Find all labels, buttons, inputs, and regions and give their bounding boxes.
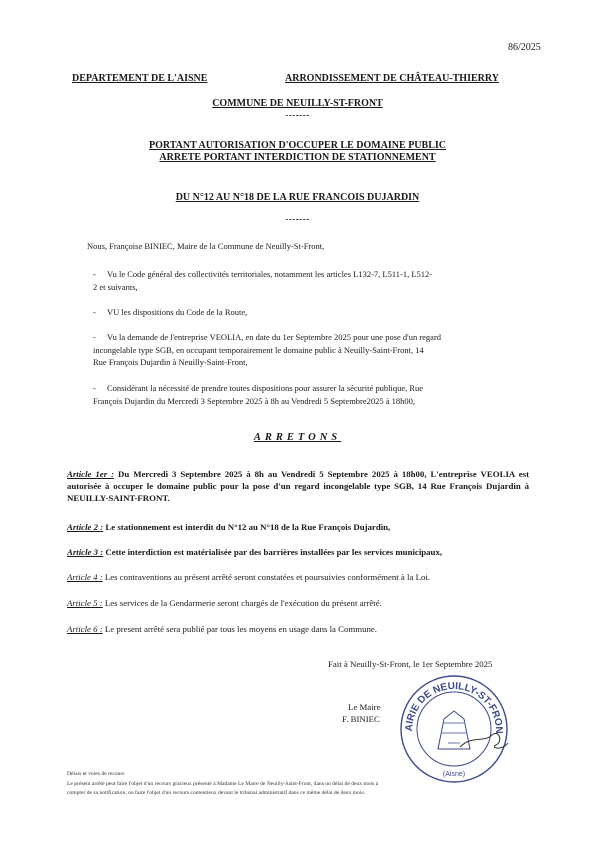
article-5 — [67, 597, 529, 609]
considerant-1 — [93, 268, 527, 293]
article-label: Article 2 : — [67, 522, 104, 532]
date-place: Fait à Neuilly-St-Front, le 1er Septembre 2025 — [328, 659, 493, 669]
considerant-line: Rue François Dujardin à Neuilly-Saint-Front, — [93, 357, 248, 367]
article-label: Article 6 : — [67, 624, 103, 634]
commune-header: COMMUNE DE NEUILLY-ST-FRONT — [212, 98, 383, 109]
footer-heading: Délais et voies de recours — [67, 771, 125, 777]
department-header: DEPARTEMENT DE L'AISNE — [72, 73, 208, 84]
article-1 — [67, 468, 529, 505]
footer-line-2: compter de sa notification, ou faire l'objet d'un recours contentieux devant le tribunal administratif dans ce même délai de deux mois. — [67, 790, 366, 796]
intro-text: Nous, Françoise BINIEC, Maire de la Commune de Neuilly-St-Front, — [87, 241, 325, 251]
considerant-3 — [93, 331, 527, 369]
bullet-dash: - — [93, 383, 96, 393]
footer-line-1: Le présent arrêté peut faire l'objet d'un recours gracieux présenté à Madame Le Maire de Neuilly-Saint-Front, dans un délai de deux mois à — [67, 781, 379, 787]
article-text: Le present arrêté sera publié par tous les moyens en usage dans la Commune. — [104, 624, 378, 634]
bullet-dash: - — [93, 269, 96, 279]
article-text: Le stationnement est interdit du N°12 au N°18 de la Rue François Dujardin, — [105, 522, 391, 532]
considerant-line: Considérant la nécessité de prendre toutes dispositions pour assurer la sécurité publique, Rue — [107, 383, 424, 393]
considerant-line: Vu le Code général des collectivités territoriales, notamment les articles L132-7, L511-1, L512- — [107, 269, 433, 279]
arrondissement-header: ARRONDISSEMENT DE CHÂTEAU-THIERRY — [285, 73, 499, 84]
title-line-1: PORTANT AUTORISATION D'OCCUPER LE DOMAINE PUBLIC — [148, 140, 446, 151]
article-6 — [67, 623, 529, 635]
article-label: Article 4 : — [67, 572, 103, 582]
title-line-3: DU N°12 AU N°18 DE LA RUE FRANCOIS DUJARDIN — [175, 192, 420, 203]
article-label: Article 1er : — [67, 469, 115, 479]
article-label: Article 5 : — [67, 598, 103, 608]
article-3 — [67, 546, 529, 558]
article-text: Les contraventions au présent arrêté seront constatées et poursuivies conformément à la Loi. — [104, 572, 430, 582]
article-text: Du Mercredi 3 Septembre 2025 à 8h au Vendredi 5 Septembre 2025 à 18h00, L'entreprise VEOLIA est autorisée à occuper le domaine public pour la pose d'un regard incongelable type SGB, 14 Rue François Dujardin à NEUILLY-SAINT-FRONT. — [67, 469, 529, 504]
considerant-line: 2 et suivants, — [93, 281, 138, 292]
article-text: Les services de la Gendarmerie seront chargés de l'exécution du présent arrêté. — [104, 598, 382, 608]
stamp-text-path: AIRIE DE NEUILLY-ST-FRON — [403, 680, 505, 734]
considerant-2 — [107, 306, 527, 319]
bullet-dash: - — [93, 332, 96, 342]
reference-number: 86/2025 — [508, 42, 541, 53]
article-2 — [67, 521, 529, 533]
considerant-line: Vu la demande de l'entreprise VEOLIA, en date du 1er Septembre 2025 pour une pose d'un regard — [107, 332, 442, 342]
signatory-name: F. BINIEC — [342, 714, 380, 724]
considerant-line: François Dujardin du Mercredi 3 Septembre 2025 à 8h au Vendredi 5 Septembre2025 à 18h00, — [93, 395, 416, 406]
considerant-line: incongelable type SGB, en occupant temporairement le domaine public à Neuilly-Saint-Front, 14 — [93, 344, 424, 355]
stamp-sub: (Aisne) — [442, 771, 466, 778]
article-4 — [67, 571, 529, 583]
article-text: Cette interdiction est matérialisée par des barrières installées par les services municipaux, — [105, 547, 443, 557]
bullet-dash: - — [93, 307, 96, 317]
separator-2: ------- — [285, 214, 310, 224]
article-label: Article 3 : — [67, 547, 104, 557]
arretons-heading: ARRETONS — [253, 432, 342, 443]
stamp-text — [398, 673, 504, 734]
title-line-2: ARRETE PORTANT INTERDICTION DE STATIONNEMENT — [159, 152, 436, 163]
considerant-line: VU les dispositions du Code de la Route, — [107, 307, 248, 317]
considerant-4 — [93, 382, 527, 407]
signatory-title: Le Maire — [348, 702, 381, 712]
separator: ------- — [285, 110, 310, 120]
